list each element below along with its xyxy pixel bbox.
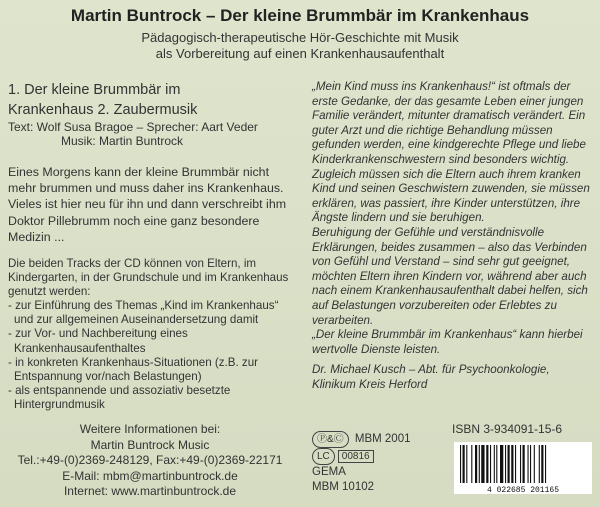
barcode-bar (520, 445, 521, 483)
usage-list (8, 299, 292, 412)
barcode-bar (466, 445, 467, 483)
barcode-bar (463, 445, 465, 483)
barcode-bar (500, 445, 503, 483)
copyright-text: MBM 2001 (354, 433, 411, 445)
barcode-bar (541, 445, 543, 483)
barcode-bar (534, 445, 535, 483)
contact-heading: Weitere Informationen bei: (79, 422, 221, 436)
isbn: ISBN 3-934091-15-6 (452, 422, 563, 436)
barcode-bar (496, 445, 497, 483)
catalog-number: MBM 10102 (312, 481, 375, 493)
barcode-bar (511, 445, 513, 483)
barcode-bar (508, 445, 510, 483)
subtitle-line-2: als Vorbereitung auf einen Krankenhausaufenthalt (155, 46, 445, 61)
subtitle-line-1: Pädagogisch-therapeutische Hör-Geschichte mit Musik (141, 30, 459, 45)
legal-info (312, 431, 410, 495)
barcode-bar (475, 445, 477, 483)
barcode-bar (481, 445, 484, 483)
tracks-usage-intro: Die beiden Tracks der CD können von Eltern, im Kindergarten, in der Grundschule und im Krankenhaus genutzt werden: (8, 257, 289, 299)
barcode-bar (515, 445, 516, 483)
barcode-bar (523, 445, 525, 483)
barcode-bar (460, 445, 461, 483)
page-title: Martin Buntrock – Der kleine Brummbär im Krankenhaus (70, 6, 530, 25)
quote-author: Dr. Michael Kusch – Abt. für Psychoonkologie, Klinikum Kreis Herford (312, 363, 550, 391)
contact-info (0, 422, 300, 500)
list-item: - als entspannende und assoziativ besetzte Hintergrundmusik (8, 383, 231, 411)
quote-paragraph-1: „Mein Kind muss ins Krankenhaus!“ ist oftmals der erste Gedanke, der das gesamte Leben einer jungen Familie verändert, mitunter dramatisch verändert. Ein guter Arzt und die richtige Behandlung müssen gefunden werden, eine kindgerechte Pflege und liebe Kinderkrankenschwestern sind besonders wichtig. Zugleich müssen sich die Eltern auch ihrem kranken Kind und seinen Geschwistern zuwenden, sie müssen erklären, was passiert, ihre Kinder unterstützen, ihre Ängste lindern und sie beruhigen. (312, 80, 590, 225)
contact-email: E-Mail: mbm@martinbuntrock.de (62, 468, 238, 483)
credits-text-speaker: Text: Wolf Susa Bragoe – Sprecher: Aart Veder (8, 120, 258, 134)
list-item: - zur Vor- und Nachbereitung eines Krankenhausaufenthaltes (8, 327, 188, 355)
barcode-bar (494, 445, 495, 483)
barcode (454, 442, 592, 494)
left-column (8, 80, 292, 412)
barcode-digits: 4 022685 201165 (486, 486, 560, 494)
barcode-bar (530, 445, 531, 483)
track-list-line-1: 1. Der kleine Brummbär im (8, 82, 181, 98)
barcode-bar (545, 445, 546, 483)
barcode-bar (479, 445, 480, 483)
phonogram-copyright-icon: Ⓟ&Ⓒ (312, 431, 349, 448)
gema-label: GEMA (312, 466, 346, 478)
credits (8, 120, 292, 148)
quote-paragraph-2: Beruhigung der Gefühle und verständnisvolle Erklärungen, beides zusammen – also das Verbinden von Gefühl und Verstand – sind sehr gut geeignet, möchten Eltern ihren Kindern vor, während aber auch nach einem Krankenhausaufenthalt dabei helfen, sich auf Belastungen vorzubereiten oder Erlebtes zu verarbeiten. (312, 225, 588, 327)
barcode-bar (490, 445, 491, 483)
barcode-bar (539, 445, 540, 483)
quote-paragraph-3: „Der kleine Brummbär im Krankenhaus“ kann hierbei wertvolle Dienste leisten. (312, 328, 583, 356)
story-summary: Eines Morgens kann der kleine Brummbär nicht mehr brummen und muss daher ins Krankenhaus. Vieles ist hier neu für ihn und dann verschreibt ihm Doktor Pillebrumm noch eine ganz besondere Medizin ... (8, 165, 287, 244)
credits-music: Musik: Martin Buntrock (61, 134, 184, 148)
barcode-bar (528, 445, 529, 483)
label-code-icon: LC (312, 448, 335, 465)
label-code: 00816 (338, 450, 374, 463)
right-column-quote (312, 80, 594, 392)
list-item: - in konkreten Krankenhaus-Situationen (z.B. zur Entspannung vor/nach Belastungen) (8, 355, 259, 383)
barcode-bar (505, 445, 506, 483)
contact-website: Internet: www.martinbuntrock.de (63, 484, 237, 498)
list-item: - zur Einführung des Themas „Kind im Krankenhaus“ und zur allgemeinen Auseinandersetzung damit (8, 299, 279, 327)
track-list-line-2: Krankenhaus 2. Zaubermusik (8, 102, 198, 118)
contact-phone-fax: Tel.:+49-(0)2369-248129, Fax:+49-(0)2369-22171 (17, 453, 283, 467)
contact-company: Martin Buntrock Music (90, 437, 210, 452)
barcode-bar (471, 445, 472, 483)
barcode-bar (486, 445, 488, 483)
